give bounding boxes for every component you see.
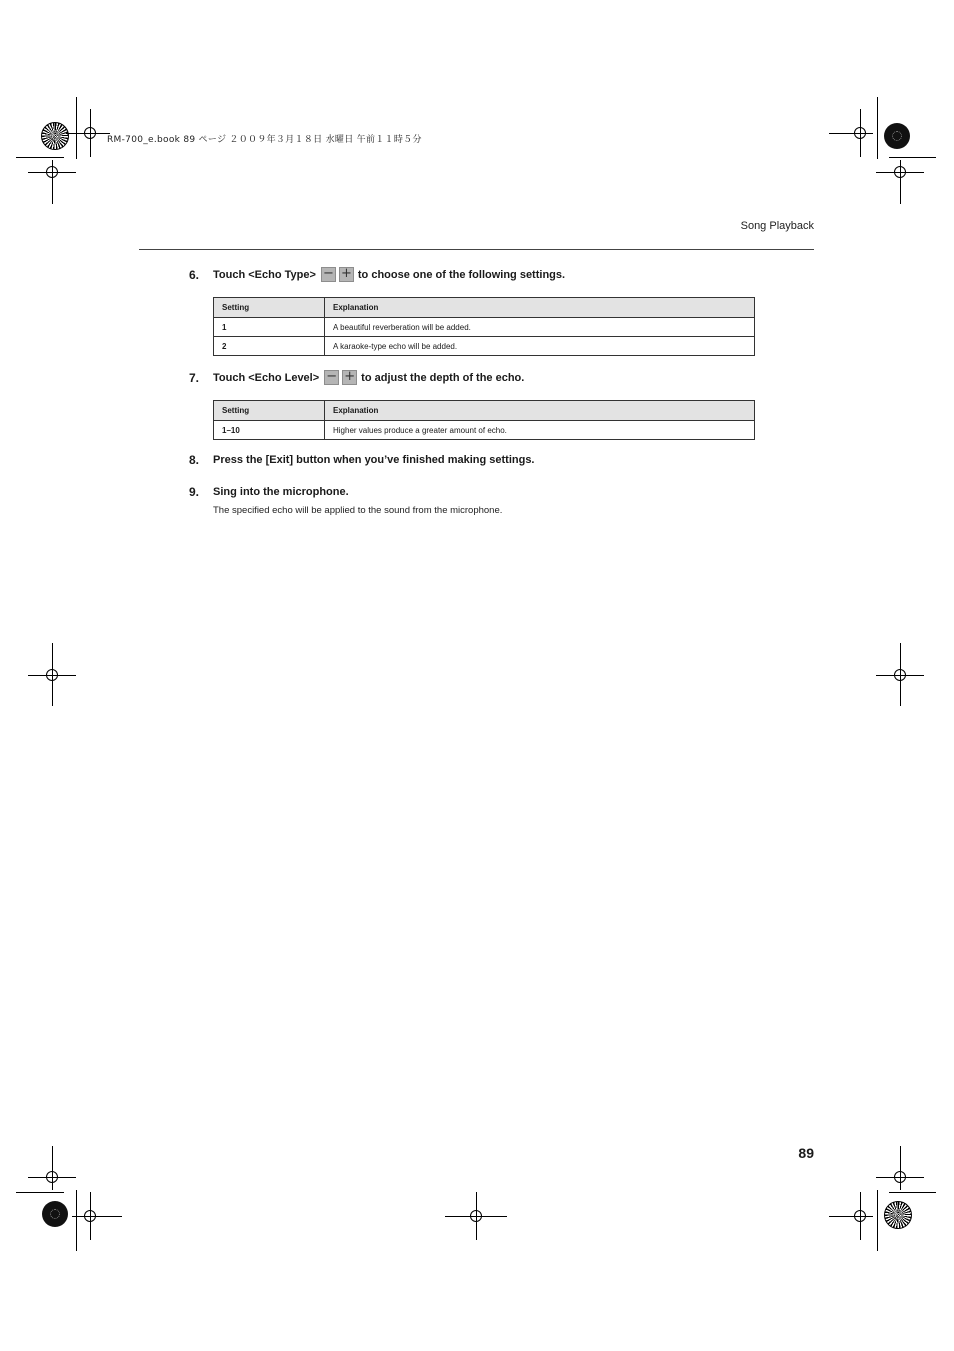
step-text: to adjust the depth of the echo.: [361, 371, 525, 384]
echo-type-table: [213, 297, 755, 356]
step-text: to choose one of the following settings.: [357, 268, 566, 281]
step-number: 8.: [189, 453, 200, 467]
section-title: Song Playback: [740, 220, 814, 232]
step-number: 9.: [189, 485, 200, 499]
registration-cross-icon: [470, 1210, 482, 1222]
step-6: [189, 267, 565, 282]
table-row: [214, 318, 755, 337]
table-header-row: [214, 401, 755, 421]
step-8: [189, 453, 535, 467]
step-9: [189, 485, 349, 499]
registration-dark-icon: [884, 123, 910, 149]
step-text: Sing into the microphone.: [213, 486, 349, 498]
step-number: 7.: [189, 370, 200, 385]
table-header-cell: Explanation: [325, 401, 755, 421]
registration-cross-icon: [46, 669, 58, 681]
header-rule: [139, 249, 814, 250]
print-slug: RM-700_e.book 89 ページ ２００９年３月１８日 水曜日 午前１１時５分: [107, 135, 422, 145]
table-cell: A karaoke-type echo will be added.: [325, 337, 755, 356]
registration-cross-icon: [46, 1171, 58, 1183]
plus-key-icon: +: [342, 370, 357, 385]
table-cell: A beautiful reverberation will be added.: [325, 318, 755, 337]
table-header-cell: Setting: [214, 298, 325, 318]
registration-cross-icon: [894, 669, 906, 681]
table-cell: 1: [214, 318, 325, 337]
registration-sun-icon: [884, 1201, 912, 1229]
registration-cross-icon: [894, 166, 906, 178]
minus-key-icon: −: [324, 370, 339, 385]
table-row: [214, 337, 755, 356]
registration-cross-icon: [46, 166, 58, 178]
registration-cross-icon: [894, 1171, 906, 1183]
page-number: 89: [798, 1145, 814, 1161]
echo-level-table: [213, 400, 755, 440]
step-text: Touch <Echo Level>: [213, 371, 320, 384]
table-row: [214, 421, 755, 440]
table-header-row: [214, 298, 755, 318]
table-cell: Higher values produce a greater amount of echo.: [325, 421, 755, 440]
table-cell: 1–10: [214, 421, 325, 440]
step-7: [189, 370, 524, 385]
table-cell: 2: [214, 337, 325, 356]
minus-key-icon: −: [321, 267, 336, 282]
step-body-text: The specified echo will be applied to the sound from the microphone.: [213, 505, 503, 516]
step-text: Touch <Echo Type>: [213, 268, 316, 281]
registration-dark-icon: [42, 1201, 68, 1227]
step-number: 6.: [189, 267, 200, 282]
table-header-cell: Setting: [214, 401, 325, 421]
table-header-cell: Explanation: [325, 298, 755, 318]
plus-key-icon: +: [339, 267, 354, 282]
step-text: Press the [Exit] button when you’ve finished making settings.: [213, 454, 535, 466]
registration-sun-icon: [41, 122, 69, 150]
